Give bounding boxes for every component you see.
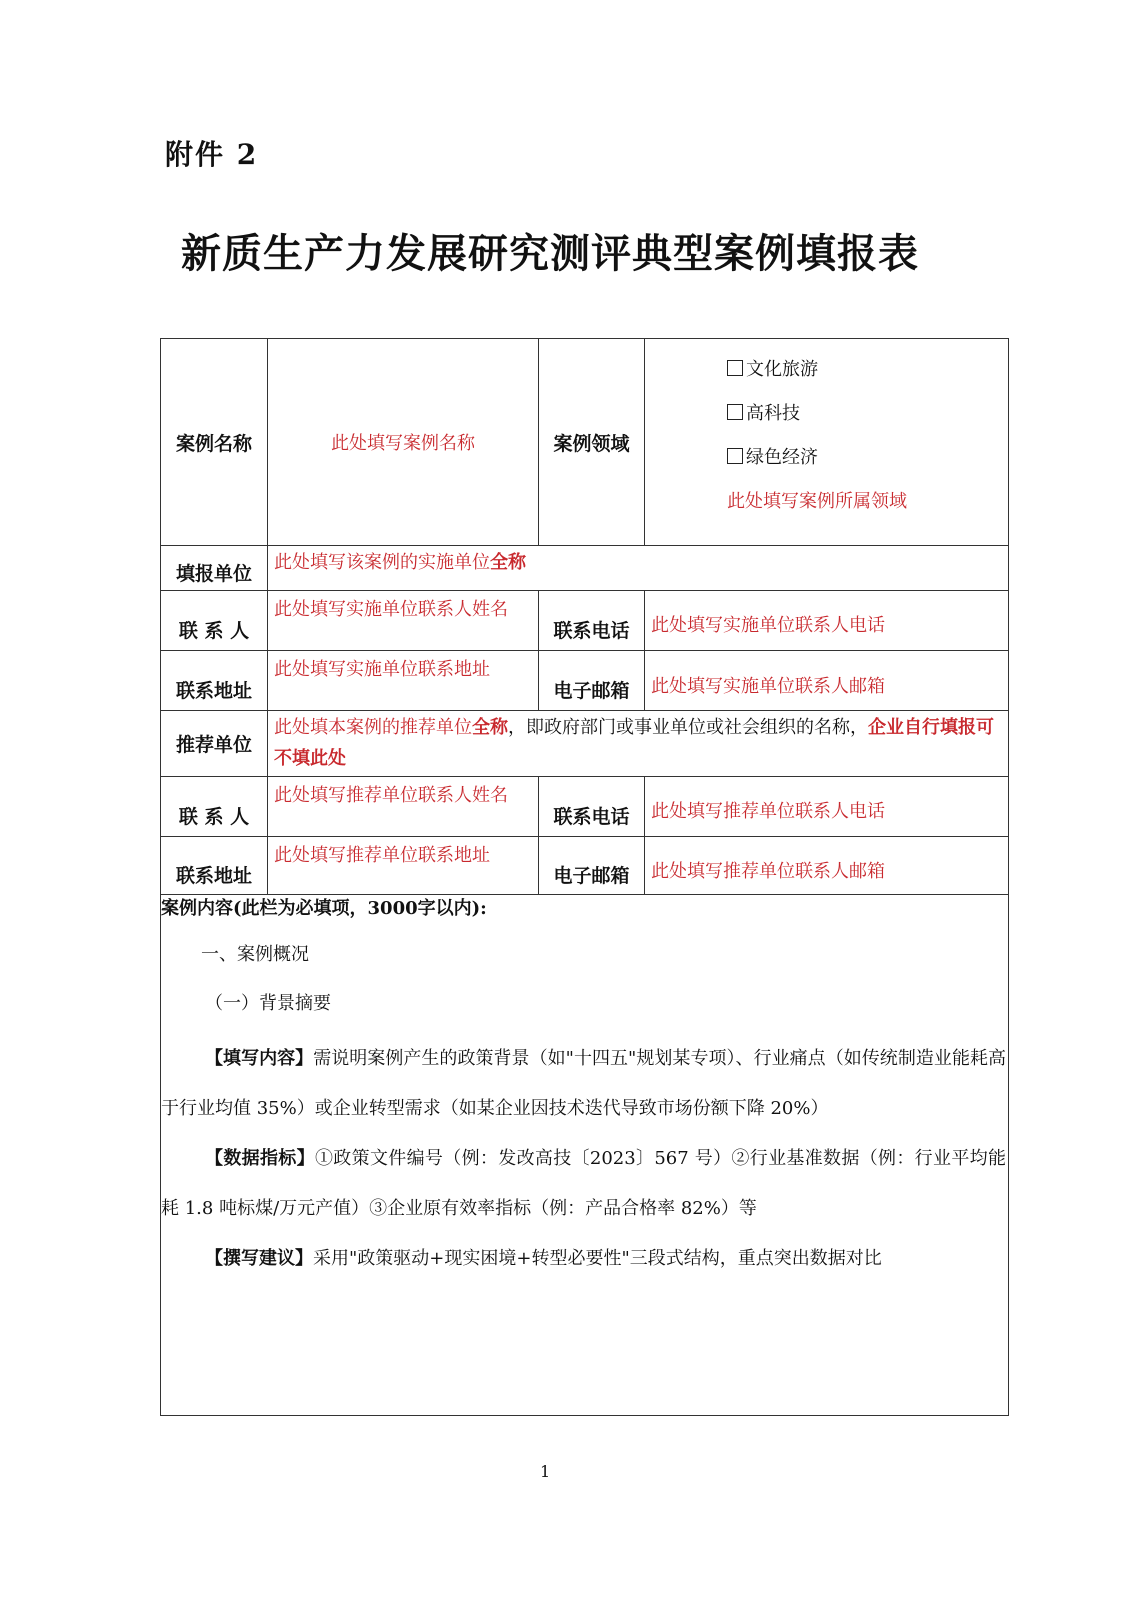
subsection-title-background: （一）背景摘要 — [205, 993, 331, 1014]
row-address-1 — [161, 651, 1009, 711]
checkbox-icon[interactable] — [727, 360, 743, 376]
contact2-label: 联 系 人 — [161, 777, 268, 837]
checkbox-icon[interactable] — [727, 448, 743, 464]
email2-field[interactable]: 此处填写推荐单位联系人邮箱 — [645, 837, 1009, 895]
address2-label: 联系地址 — [161, 837, 268, 895]
recommend-label: 推荐单位 — [161, 711, 268, 777]
case-field-options — [645, 339, 1009, 546]
phone2-field[interactable]: 此处填写推荐单位联系人电话 — [645, 777, 1009, 837]
row-address-2 — [161, 837, 1009, 895]
option-high-tech[interactable]: 高科技 — [727, 399, 1008, 443]
option-green-economy[interactable]: 绿色经济 — [727, 443, 1008, 487]
row-case-name — [161, 339, 1009, 546]
filing-unit-field[interactable]: 此处填写该案例的实施单位全称 — [268, 546, 1009, 591]
recommend-field[interactable]: 此处填本案例的推荐单位全称，即政府部门或事业单位或社会组织的名称，企业自行填报可不填此处 — [268, 711, 1009, 777]
paragraph-fill-content: 【填写内容】需说明案例产生的政策背景（如"十四五"规划某专项）、行业痛点（如传统制造业能耗高于行业均值 35%）或企业转型需求（如某企业因技术迭代导致市场份额下降 20%） — [161, 1048, 1007, 1119]
address2-field[interactable]: 此处填写推荐单位联系地址 — [268, 837, 539, 895]
case-field-label: 案例领域 — [539, 339, 645, 546]
email1-field[interactable]: 此处填写实施单位联系人邮箱 — [645, 651, 1009, 711]
address1-field[interactable]: 此处填写实施单位联系地址 — [268, 651, 539, 711]
option-culture-tourism[interactable]: 文化旅游 — [727, 355, 1008, 399]
contact1-field[interactable]: 此处填写实施单位联系人姓名 — [268, 591, 539, 651]
row-case-content — [161, 895, 1009, 1416]
row-contact-2 — [161, 777, 1009, 837]
case-name-label: 案例名称 — [161, 339, 268, 546]
page-title: 新质生产力发展研究测评典型案例填报表 — [181, 230, 919, 277]
email2-label: 电子邮箱 — [539, 837, 645, 895]
paragraph-writing-advice: 【撰写建议】采用"政策驱动+现实困境+转型必要性"三段式结构，重点突出数据对比 — [205, 1248, 882, 1269]
phone1-label: 联系电话 — [539, 591, 645, 651]
row-recommend-unit — [161, 711, 1009, 777]
checkbox-icon[interactable] — [727, 404, 743, 420]
case-field-hint[interactable]: 此处填写案例所属领域 — [727, 491, 907, 512]
email1-label: 电子邮箱 — [539, 651, 645, 711]
content-heading: 案例内容(此栏为必填项，3000字以内): — [161, 898, 487, 919]
contact2-field[interactable]: 此处填写推荐单位联系人姓名 — [268, 777, 539, 837]
section-title-overview: 一、案例概况 — [201, 944, 309, 965]
row-filing-unit — [161, 546, 1009, 591]
case-name-field[interactable]: 此处填写案例名称 — [268, 339, 539, 546]
attachment-label: 附件 2 — [165, 138, 259, 171]
page-number: 1 — [540, 1462, 551, 1481]
phone1-field[interactable]: 此处填写实施单位联系人电话 — [645, 591, 1009, 651]
row-contact-1 — [161, 591, 1009, 651]
paragraph-data-indicators: 【数据指标】①政策文件编号（例：发改高技〔2023〕567 号）②行业基准数据（例：行业平均能耗 1.8 吨标煤/万元产值）③企业原有效率指标（例：产品合格率 82%）等 — [161, 1148, 1006, 1219]
filing-unit-label: 填报单位 — [161, 546, 268, 591]
case-form-table — [160, 338, 1009, 1416]
case-content-field[interactable] — [161, 895, 1009, 1416]
contact1-label: 联 系 人 — [161, 591, 268, 651]
phone2-label: 联系电话 — [539, 777, 645, 837]
address1-label: 联系地址 — [161, 651, 268, 711]
